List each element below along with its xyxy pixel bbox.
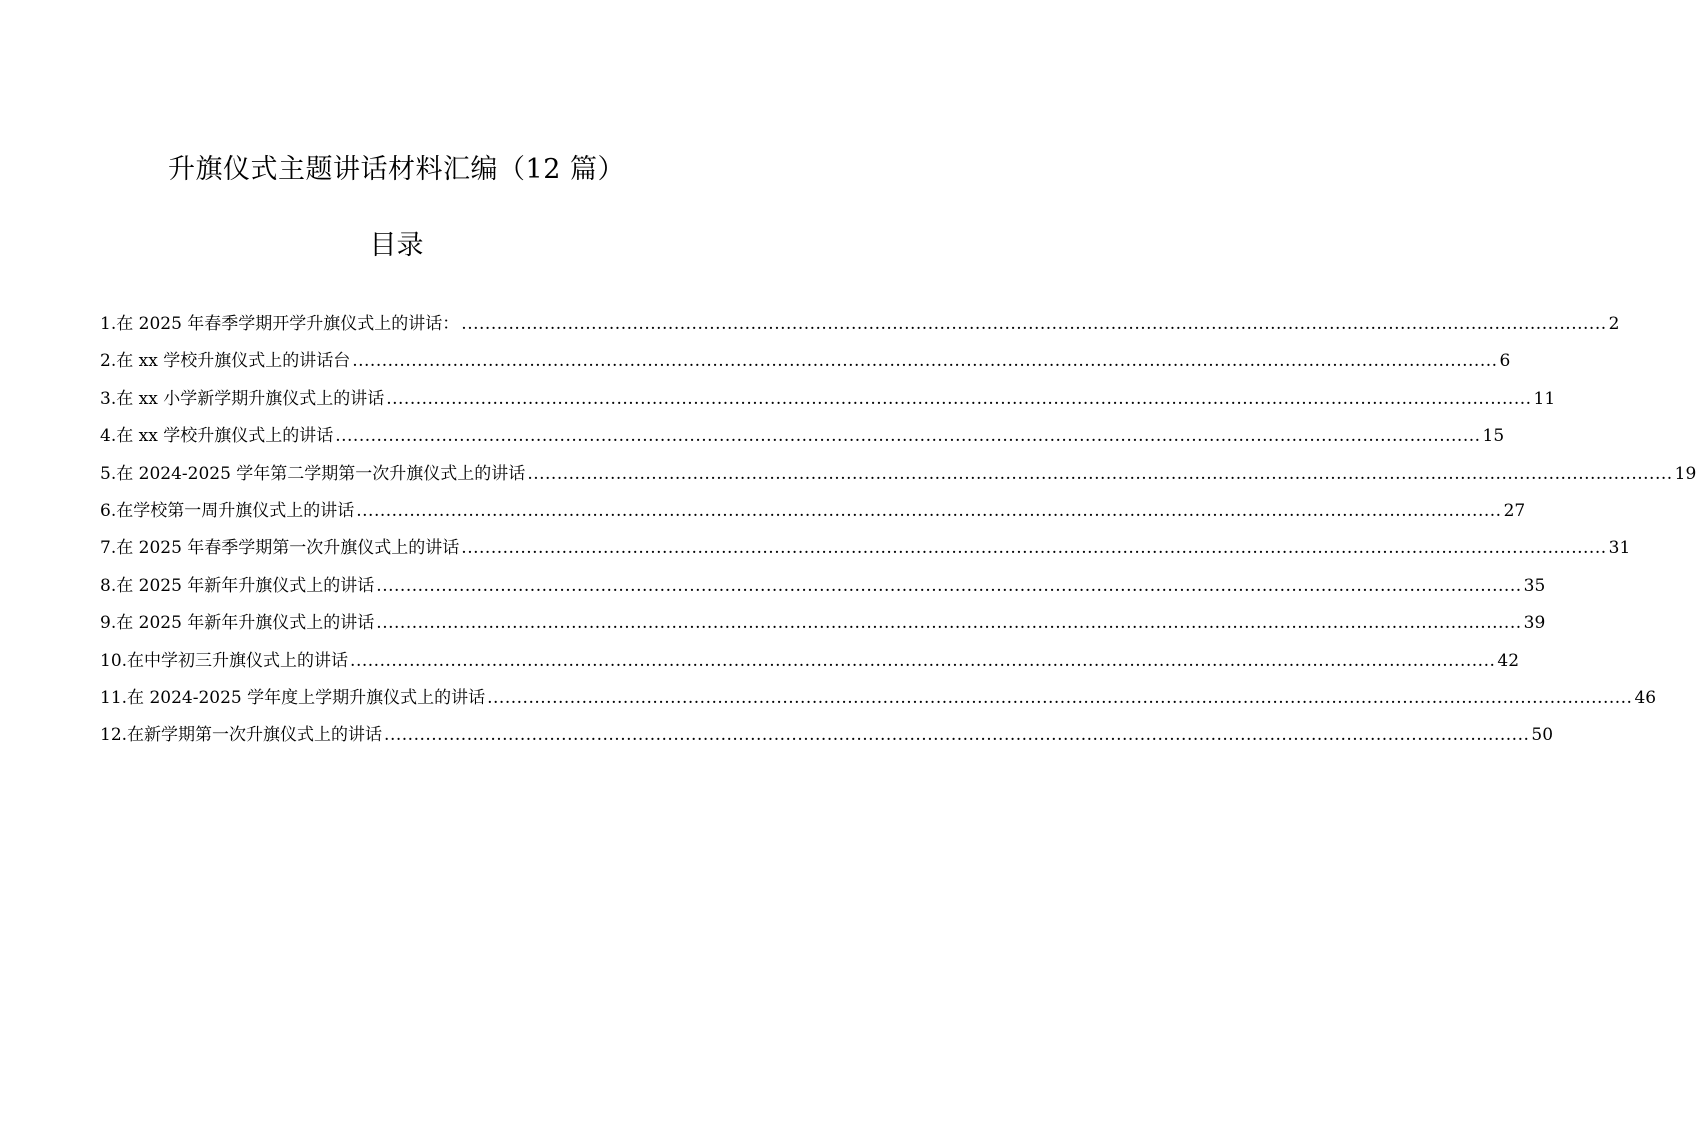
toc-entry-page: 46 [1634, 687, 1657, 708]
toc-dot-leader [376, 608, 1521, 638]
toc-dot-leader [384, 720, 1529, 750]
toc-entry-label: 10.在中学初三升旗仪式上的讲话 [100, 650, 349, 671]
toc-entry-label: 4.在 xx 学校升旗仪式上的讲话 [100, 426, 334, 447]
toc-entry-page: 6 [1499, 351, 1511, 372]
toc-entry-page: 42 [1497, 650, 1520, 671]
toc-entry[interactable] [100, 459, 1696, 496]
toc-heading: 目录 [369, 230, 424, 261]
toc-entry-label: 9.在 2025 年新年升旗仪式上的讲话 [100, 613, 375, 634]
toc-entry-page: 50 [1531, 725, 1554, 746]
toc-entry-page: 15 [1482, 426, 1505, 447]
toc-entry-label: 1.在 2025 年春季学期开学升旗仪式上的讲话： [100, 314, 460, 334]
toc-entry-page: 39 [1523, 613, 1546, 634]
toc-dot-leader [356, 496, 1501, 526]
toc-dot-leader [386, 384, 1531, 414]
toc-dot-leader [527, 459, 1672, 489]
toc-entry[interactable] [100, 608, 1546, 645]
toc-entry-page: 31 [1608, 538, 1631, 559]
toc-entry[interactable] [100, 646, 1520, 683]
toc-entry-page: 27 [1503, 500, 1526, 521]
toc-dot-leader [350, 646, 1495, 676]
document-title: 升旗仪式主题讲话材料汇编（12 篇） [168, 154, 625, 185]
toc-entry[interactable] [100, 720, 1554, 757]
toc-dot-leader [352, 346, 1497, 376]
toc-entry-label: 3.在 xx 小学新学期升旗仪式上的讲话 [100, 388, 385, 409]
toc-dot-leader [335, 421, 1480, 451]
toc-entry[interactable] [100, 533, 1631, 570]
toc-entry-page: 2 [1608, 314, 1620, 334]
toc-entry-label: 2.在 xx 学校升旗仪式上的讲话台 [100, 351, 351, 372]
toc-entry[interactable] [100, 309, 1620, 346]
toc-dot-leader [487, 683, 1632, 713]
toc-dot-leader [376, 571, 1521, 601]
toc-dot-leader [461, 309, 1606, 339]
toc-entry-label: 11.在 2024-2025 学年度上学期升旗仪式上的讲话 [100, 687, 486, 708]
toc-entry[interactable] [100, 571, 1546, 608]
toc-entry-page: 11 [1533, 388, 1556, 409]
toc-dot-leader [461, 533, 1606, 563]
toc-entry-page: 19 [1674, 463, 1696, 484]
table-of-contents [100, 309, 1696, 758]
toc-entry[interactable] [100, 421, 1505, 458]
toc-entry-label: 5.在 2024-2025 学年第二学期第一次升旗仪式上的讲话 [100, 463, 526, 484]
toc-entry[interactable] [100, 683, 1657, 720]
toc-entry-label: 7.在 2025 年春季学期第一次升旗仪式上的讲话 [100, 538, 460, 559]
toc-entry[interactable] [100, 384, 1556, 421]
toc-entry[interactable] [100, 496, 1526, 533]
toc-entry-label: 8.在 2025 年新年升旗仪式上的讲话 [100, 575, 375, 596]
toc-entry-label: 6.在学校第一周升旗仪式上的讲话 [100, 500, 355, 521]
toc-entry[interactable] [100, 346, 1511, 383]
toc-entry-label: 12.在新学期第一次升旗仪式上的讲话 [100, 725, 383, 746]
toc-entry-page: 35 [1523, 575, 1546, 596]
